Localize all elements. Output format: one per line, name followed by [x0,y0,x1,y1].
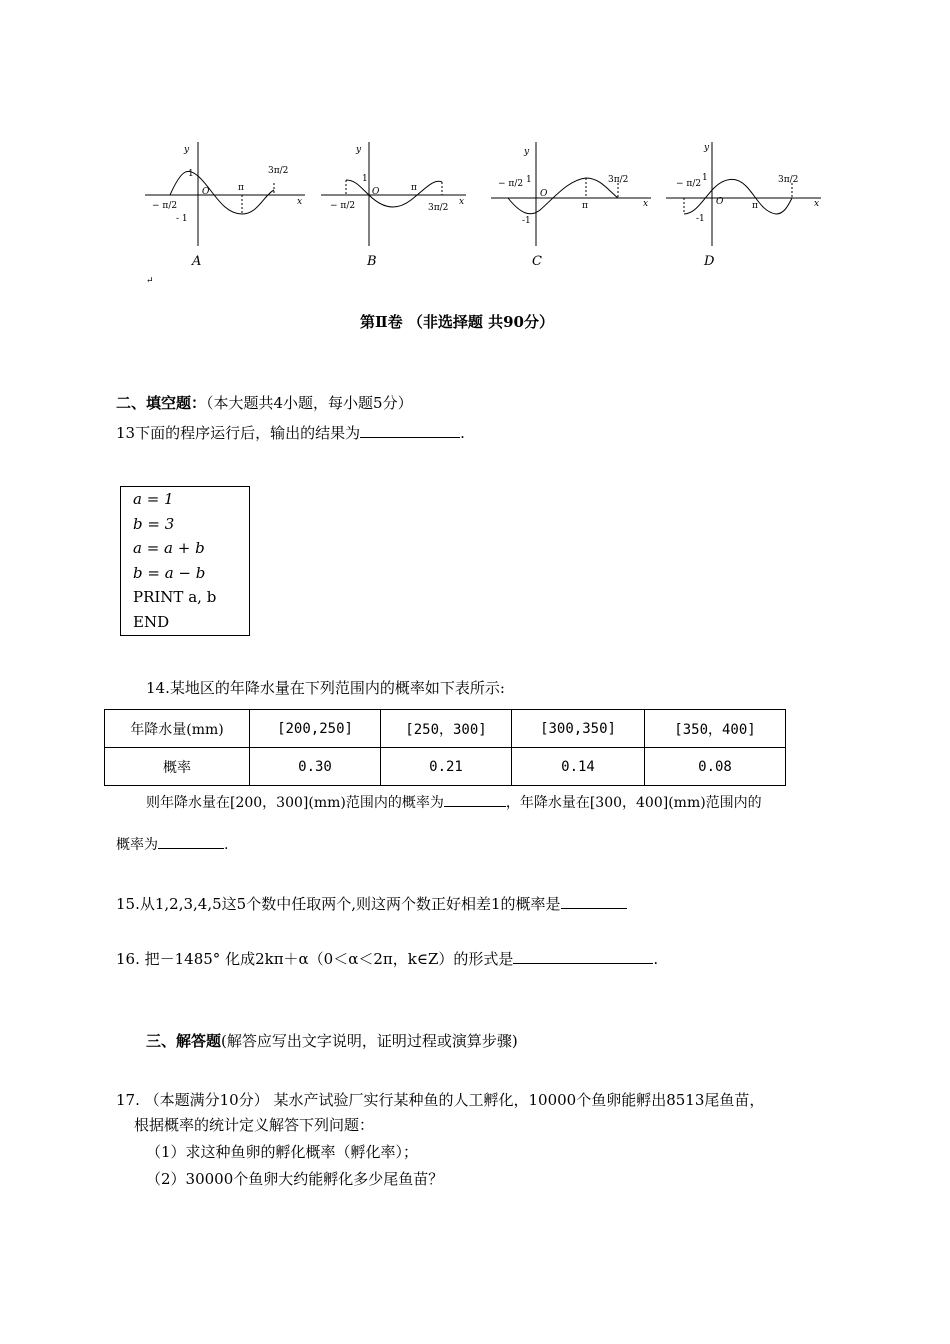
graph-option-a [140,138,310,250]
question-17-line-2: 根据概率的统计定义解答下列问题： [134,1116,375,1134]
svg-text:O: O [202,187,210,197]
svg-text:3π/2: 3π/2 [268,166,289,176]
svg-text:x: x [814,199,820,209]
solve-heading-note: (解答应写出文字说明，证明过程或演算步骤) [221,1032,518,1050]
fill-in-heading [116,393,413,413]
svg-text:− π/2: − π/2 [330,201,356,211]
table-cell: 概率 [105,748,250,786]
table-row [105,748,786,786]
code-line-6: END [133,612,170,631]
svg-text:− π/2: − π/2 [498,179,524,189]
svg-text:-1: -1 [522,216,531,226]
graph-label-a: A [192,254,202,269]
svg-text:1: 1 [362,174,368,184]
table-cell: [350，400] [645,710,786,748]
svg-text:3π/2: 3π/2 [428,203,449,213]
table-cell: [250，300] [381,710,512,748]
table-cell: 0.14 [512,748,645,786]
question-14-text-b: ，年降水量在[300，400](mm)范围内的 [505,795,762,811]
question-13 [116,422,465,443]
question-14-intro: 14.某地区的年降水量在下列范围内的概率如下表所示: [146,679,505,697]
code-line-1: a = 1 [133,490,174,508]
svg-text:π: π [238,183,244,193]
svg-text:- 1: - 1 [176,214,188,224]
svg-text:O: O [716,197,724,207]
graph-option-c [486,138,656,250]
question-17-line-1: 17. （本题满分10分） 某水产试验厂实行某种鱼的人工孵化，10000个鱼卵能孵出8513尾鱼苗， [116,1091,765,1109]
svg-text:π: π [411,183,417,193]
answer-blank-14b[interactable] [158,833,224,849]
question-16-text: 16. 把－1485° 化成2kπ＋α（0＜α＜2π，k∈Z）的形式是 [116,950,514,968]
table-cell: [200,250] [250,710,381,748]
fill-in-heading-note: （本大题共4小题，每小题5分） [206,394,413,412]
svg-text:y: y [704,143,710,153]
solve-heading-title: 三、解答题 [146,1032,222,1050]
table-cell: 0.21 [381,748,512,786]
table-cell: [300,350] [512,710,645,748]
question-14-text-c: 概率为 [116,837,158,853]
svg-text:3π/2: 3π/2 [778,175,799,185]
svg-text:y: y [184,145,190,155]
answer-blank-14a[interactable] [444,791,506,807]
question-13-end: . [460,424,465,442]
graph-label-c: C [532,254,542,269]
table-row [105,710,786,748]
svg-text:y: y [524,147,530,157]
solve-heading [146,1031,518,1051]
svg-text:3π/2: 3π/2 [608,175,629,185]
svg-text:1: 1 [188,169,194,179]
fill-in-heading-title: 二、填空题： [116,394,207,412]
svg-text:O: O [540,189,548,199]
question-14-text-a: 则年降水量在[200，300](mm)范围内的概率为 [146,795,444,811]
svg-text:1: 1 [702,173,708,183]
svg-text:π: π [752,201,758,211]
question-14-line-2 [116,833,228,855]
code-line-2: b = 3 [133,514,175,533]
svg-text:-1: -1 [696,214,705,224]
graph-option-d [656,138,826,250]
table-cell: 年降水量(mm) [105,710,250,748]
code-line-4: b = a − b [133,563,206,582]
answer-blank-16[interactable] [513,948,653,964]
question-15 [116,893,627,914]
function-graph-options [140,138,826,288]
graph-label-b: B [367,254,377,269]
graph-option-b [316,138,486,250]
question-16 [116,948,658,969]
rainfall-probability-table [104,709,786,786]
question-13-text: 13下面的程序运行后，输出的结果为 [116,424,361,442]
svg-text:− π/2: − π/2 [152,201,178,211]
svg-text:O: O [372,187,380,197]
svg-text:x: x [459,197,465,207]
section-ii-title: 第Ⅱ卷 （非选择题 共90分） [360,313,554,331]
answer-blank-13[interactable] [360,422,460,438]
svg-text:π: π [582,201,588,211]
table-cell: 0.30 [250,748,381,786]
question-17-part-2: （2）30000个鱼卵大约能孵化多少尾鱼苗？ [146,1170,444,1188]
question-14-line-1 [146,791,762,813]
svg-text:y: y [356,145,362,155]
question-17-part-1: （1）求这种鱼卵的孵化概率（孵化率）； [146,1143,419,1161]
svg-text:1: 1 [526,175,532,185]
svg-text:x: x [297,197,303,207]
program-code-box [120,486,250,636]
code-line-3: a = a + b [133,539,205,557]
svg-text:x: x [643,199,649,209]
question-16-end: . [653,950,659,968]
answer-blank-15[interactable] [561,893,627,909]
graph-label-d: D [704,254,715,269]
svg-text:− π/2: − π/2 [676,179,702,189]
table-cell: 0.08 [645,748,786,786]
paragraph-mark: ↵ [146,276,154,286]
code-line-5: PRINT a, b [133,588,217,606]
question-15-text: 15.从1,2,3,4,5这5个数中任取两个,则这两个数正好相差1的概率是 [116,895,561,913]
question-14-end: . [224,837,229,853]
